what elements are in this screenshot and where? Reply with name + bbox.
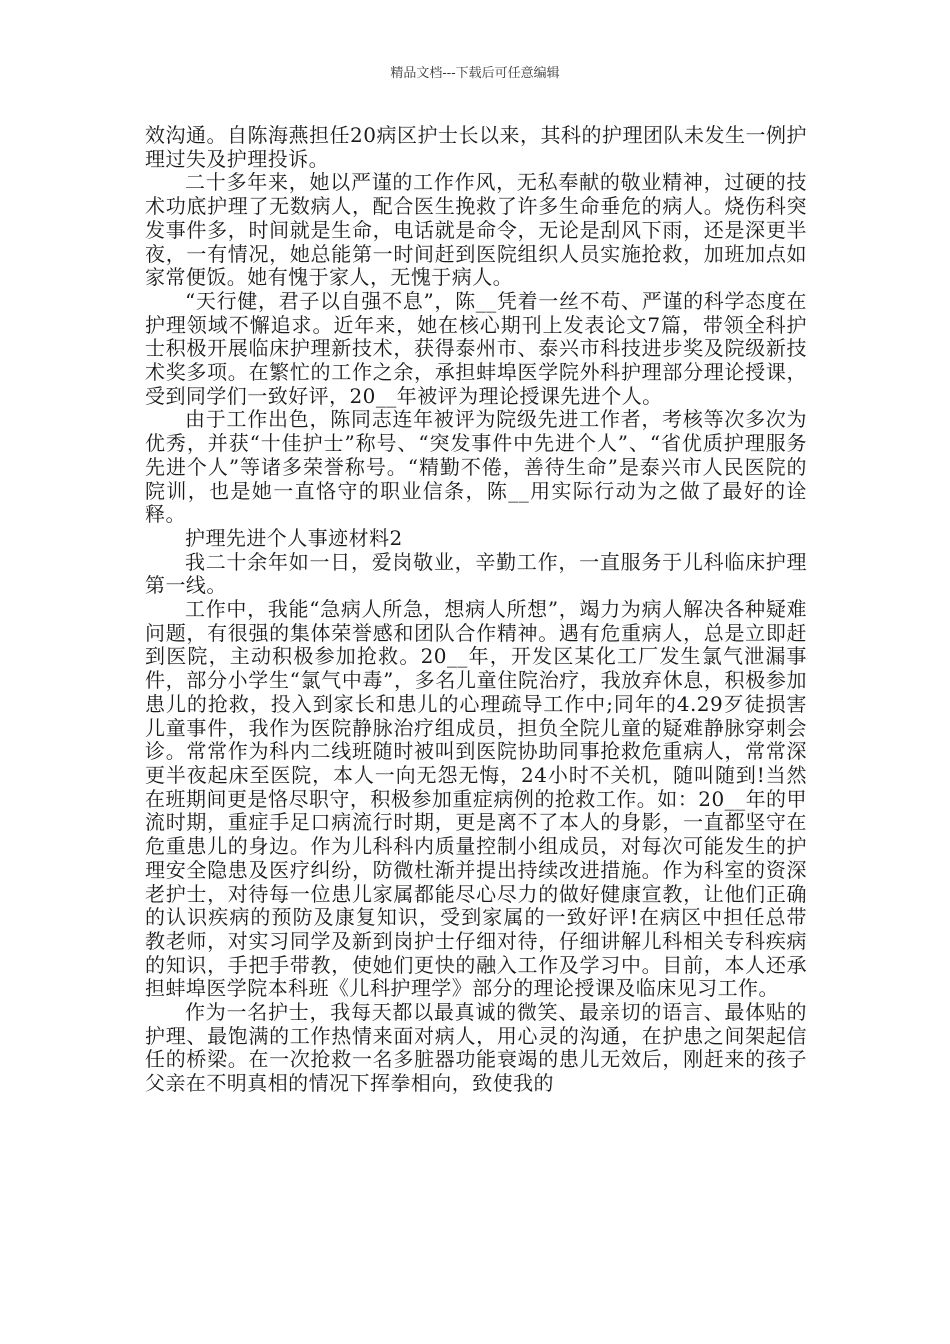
paragraph: “天行健，君子以自强不息”，陈__凭着一丝不苟、严谨的科学态度在护理领域不懈追求。近年来，她在核心期刊上发表论文7篇，带领全科护士积极开展临床护理新技术，获得泰州市、泰兴市科技进步奖及院级新技术奖多项。在繁忙的工作之余，承担蚌埠医学院外科护理部分理论授课，受到同学们一致好评，20__年被评为理论授课先进个人。 (145, 288, 807, 408)
section-title: 护理先进个人事迹材料2 (185, 525, 403, 550)
page-header: 精品文档---下载后可任意编辑 (390, 66, 560, 81)
paragraph: 二十多年来，她以严谨的工作作风，无私奉献的敬业精神，过硬的技术功底护理了无数病人，配合医生挽救了许多生命垂危的病人。烧伤科突发事件多，时间就是生命，电话就是命令，无论是刮风下雨，还是深更半夜，一有情况，她总能第一时间赶到医院组织人员实施抢救，加班加点如家常便饭。她有愧于家人，无愧于病人。 (145, 170, 807, 290)
paragraph: 工作中，我能“急病人所急，想病人所想”，竭力为病人解决各种疑难问题，有很强的集体荣誉感和团队合作精神。遇有危重病人，总是立即赶到医院，主动积极参加抢救。20__年，开发区某化工厂发生氯气泄漏事件，部分小学生“氯气中毒”，多名儿童住院治疗，我放弃休息，积极参加患儿的抢救，投入到家长和患儿的心理疏导工作中;同年的4.29歹徒损害儿童事件，我作为医院静脉治疗组成员，担负全院儿童的疑难静脉穿刺会诊。常常作为科内二线班随时被叫到医院协助同事抢救危重病人，常常深更半夜起床至医院，本人一向无怨无悔，24小时不关机，随叫随到!当然在班期间更是恪尽职守，积极参加重症病例的抢救工作。如：20__年的甲流时期，重症手足口病流行时期，更是离不了本人的身影，一直都坚守在危重患儿的身边。作为儿科科内质量控制小组成员，对每次可能发生的护理安全隐患及医疗纠纷，防微杜渐并提出持续改进措施。作为科室的资深老护士，对待每一位患儿家属都能尽心尽力的做好健康宣教，让他们正确的认识疾病的预防及康复知识，受到家属的一致好评!在病区中担任总带教老师，对实习同学及新到岗护士仔细对待，仔细讲解儿科相关专科疾病的知识，手把手带教，使她们更快的融入工作及学习中。目前，本人还承担蚌埠医学院本科班《儿科护理学》部分的理论授课及临床见习工作。 (145, 597, 807, 1001)
paragraph: 我二十余年如一日，爱岗敬业，辛勤工作，一直服务于儿科临床护理第一线。 (145, 549, 807, 598)
paragraph-continuation: 效沟通。自陈海燕担任20病区护士长以来，其科的护理团队未发生一例护理过失及护理投诉。 (145, 123, 807, 171)
paragraph: 作为一名护士，我每天都以最真诚的微笑、最亲切的语言、最体贴的护理、最饱满的工作热情来面对病人，用心灵的沟通，在护患之间架起信任的桥梁。在一次抢救一名多脏器功能衰竭的患儿无效后，刚赶来的孩子父亲在不明真相的情况下挥拳相向，致使我的 (145, 1000, 807, 1096)
paragraph: 由于工作出色，陈同志连年被评为院级先进工作者，考核等次多次为优秀，并获“十佳护士”称号、“突发事件中先进个人”、“省优质护理服务先进个人”等诸多荣誉称号。“精勤不倦，善待生命”是泰兴市人民医院的院训，也是她一直恪守的职业信条，陈__用实际行动为之做了最好的诠释。 (145, 407, 807, 527)
document-body (145, 124, 807, 1096)
